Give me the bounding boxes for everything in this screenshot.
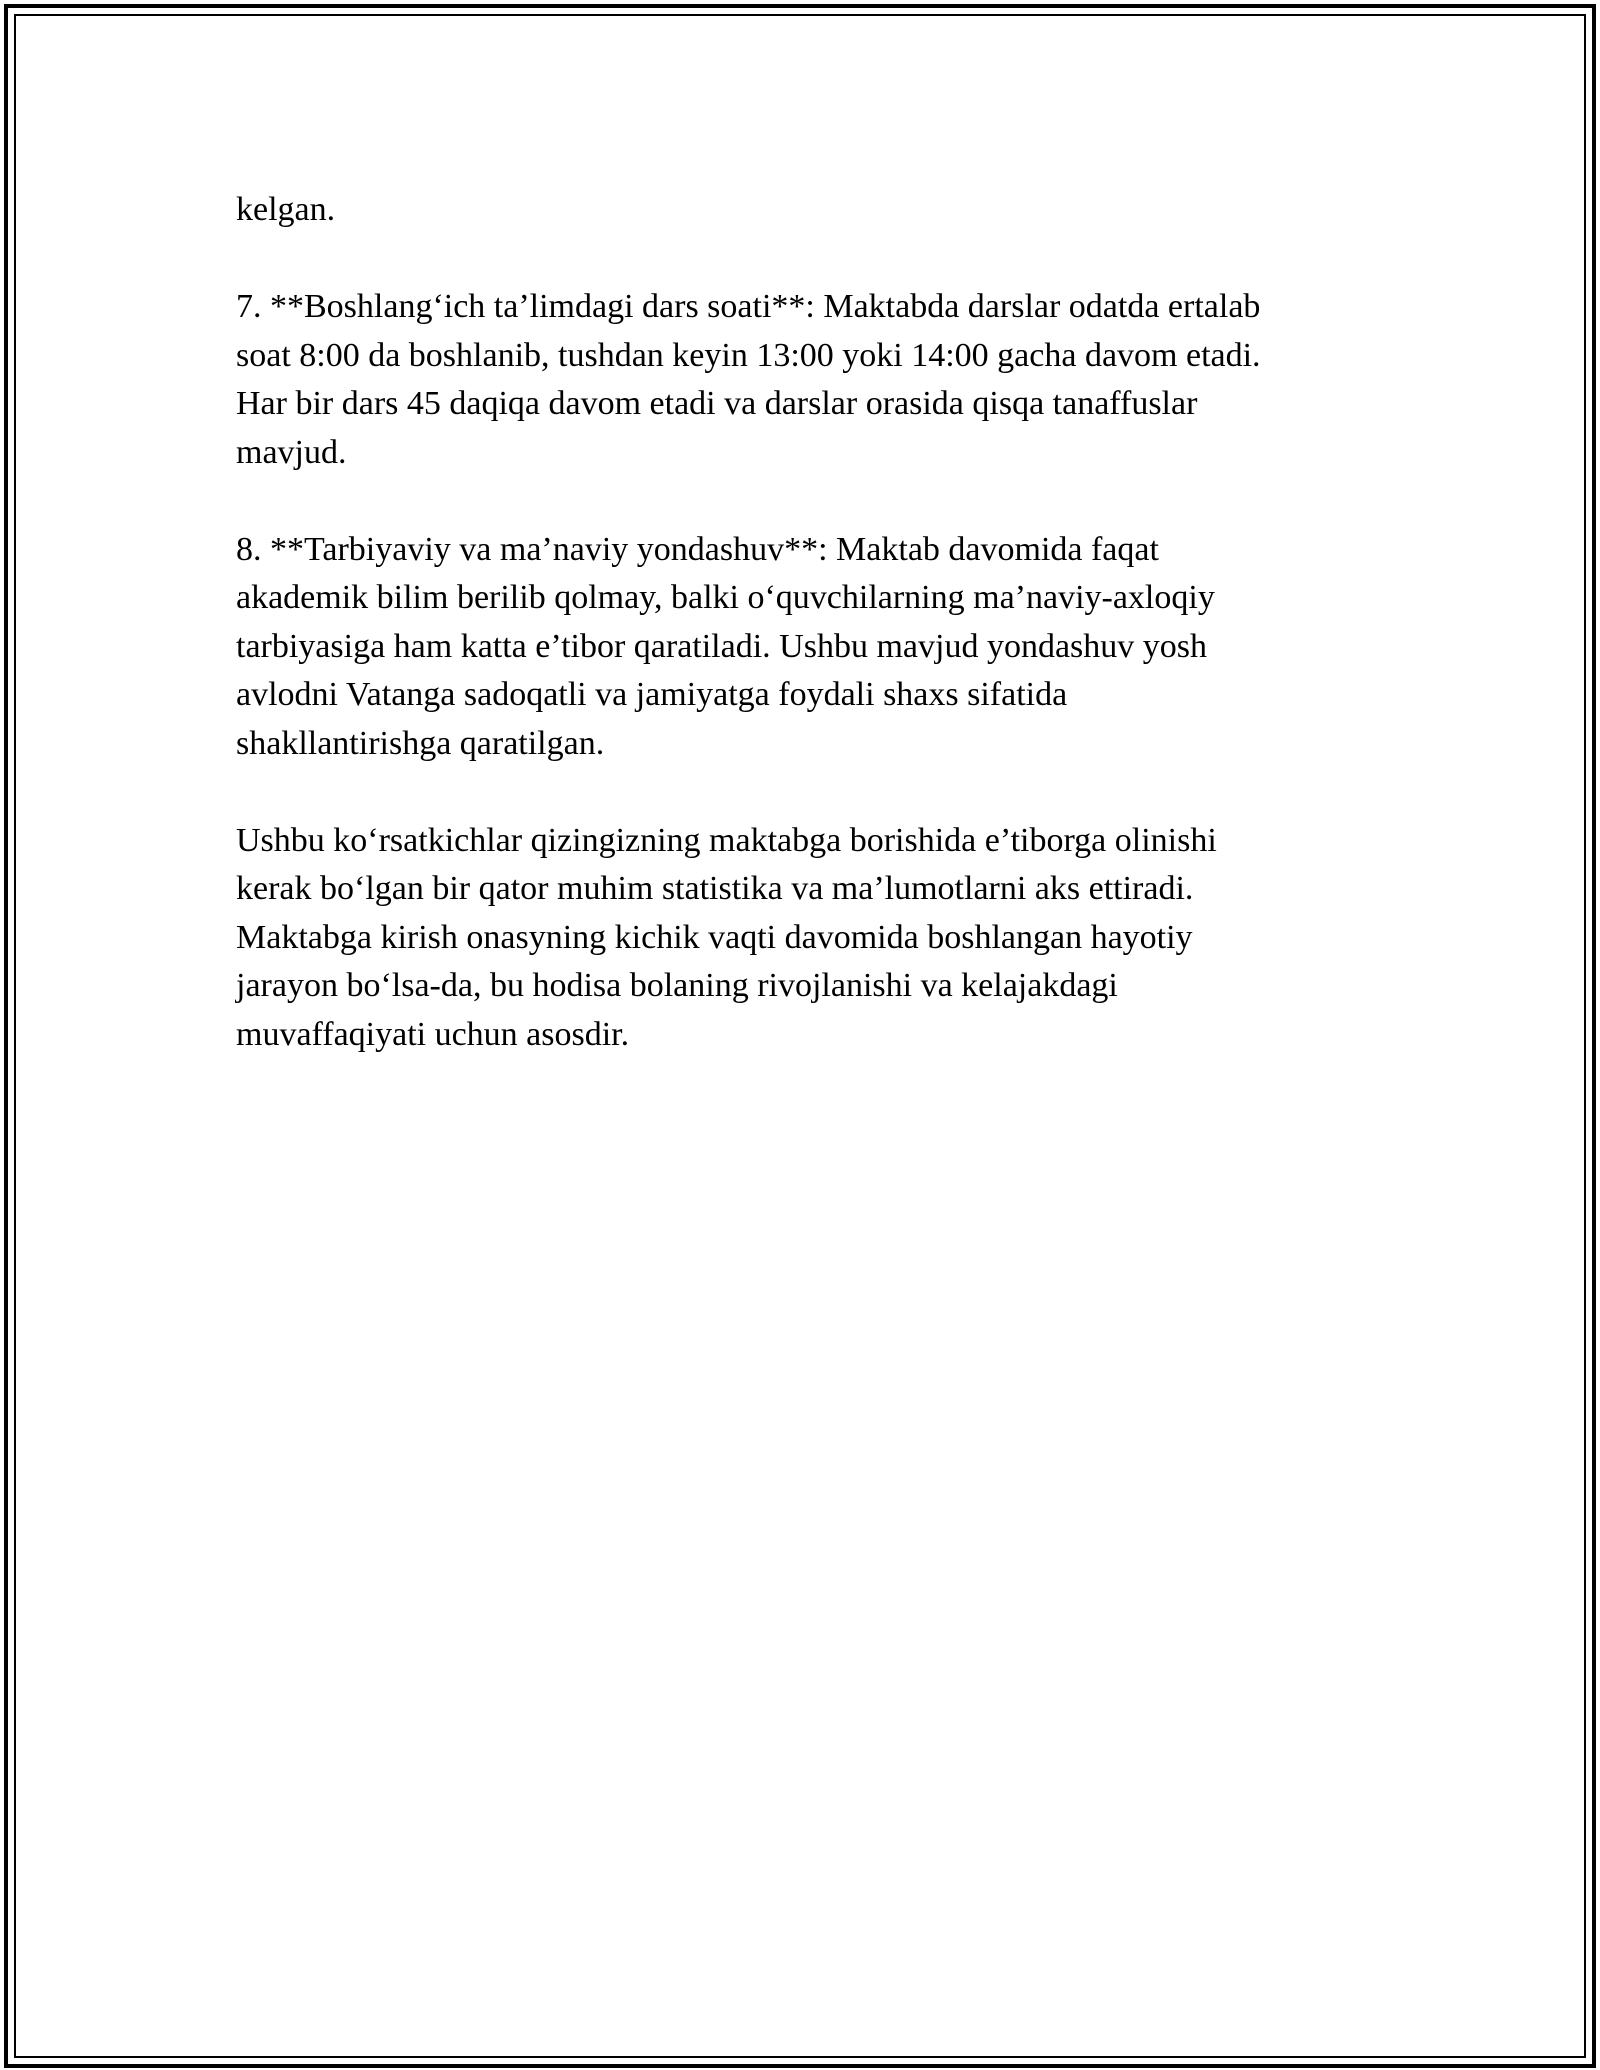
paragraph-item-7: 7. **Boshlang‘ich ta’limdagi dars soati**: Maktabda darslar odatda ertalab soat 8:00 da boshlanib, tushdan keyin 13:00 yoki 14:00 gacha davom etadi. Har bir dars 45 daqiqa davom etadi va darslar orasida qisqa tanaffuslar mavjud. [236,288,1261,471]
document-body [236,186,1366,1108]
paragraph-conclusion: Ushbu ko‘rsatkichlar qizingizning maktabga borishida e’tiborga olinishi kerak bo‘lgan bir qator muhim statistika va ma’lumotlarni aks ettiradi. Maktabga kirish onasyning kichik vaqti davomida boshlangan hayotiy jarayon bo‘lsa-da, bu hodisa bolaning rivojlanishi va kelajakdagi muvaffaqiyati uchun asosdir. [236,821,1217,1053]
paragraph-item-8: 8. **Tarbiyaviy va ma’naviy yondashuv**: Maktab davomida faqat akademik bilim berilib qolmay, balki o‘quvchilarning ma’naviy-axloqiy tarbiyasiga ham katta e’tibor qaratiladi. Ushbu mavjud yondashuv yosh avlodni Vatanga sadoqatli va jamiyatga foydali shaxs sifatida shakllantirishga qaratilgan. [236,530,1215,762]
paragraph-continuation: kelgan. [236,191,336,228]
